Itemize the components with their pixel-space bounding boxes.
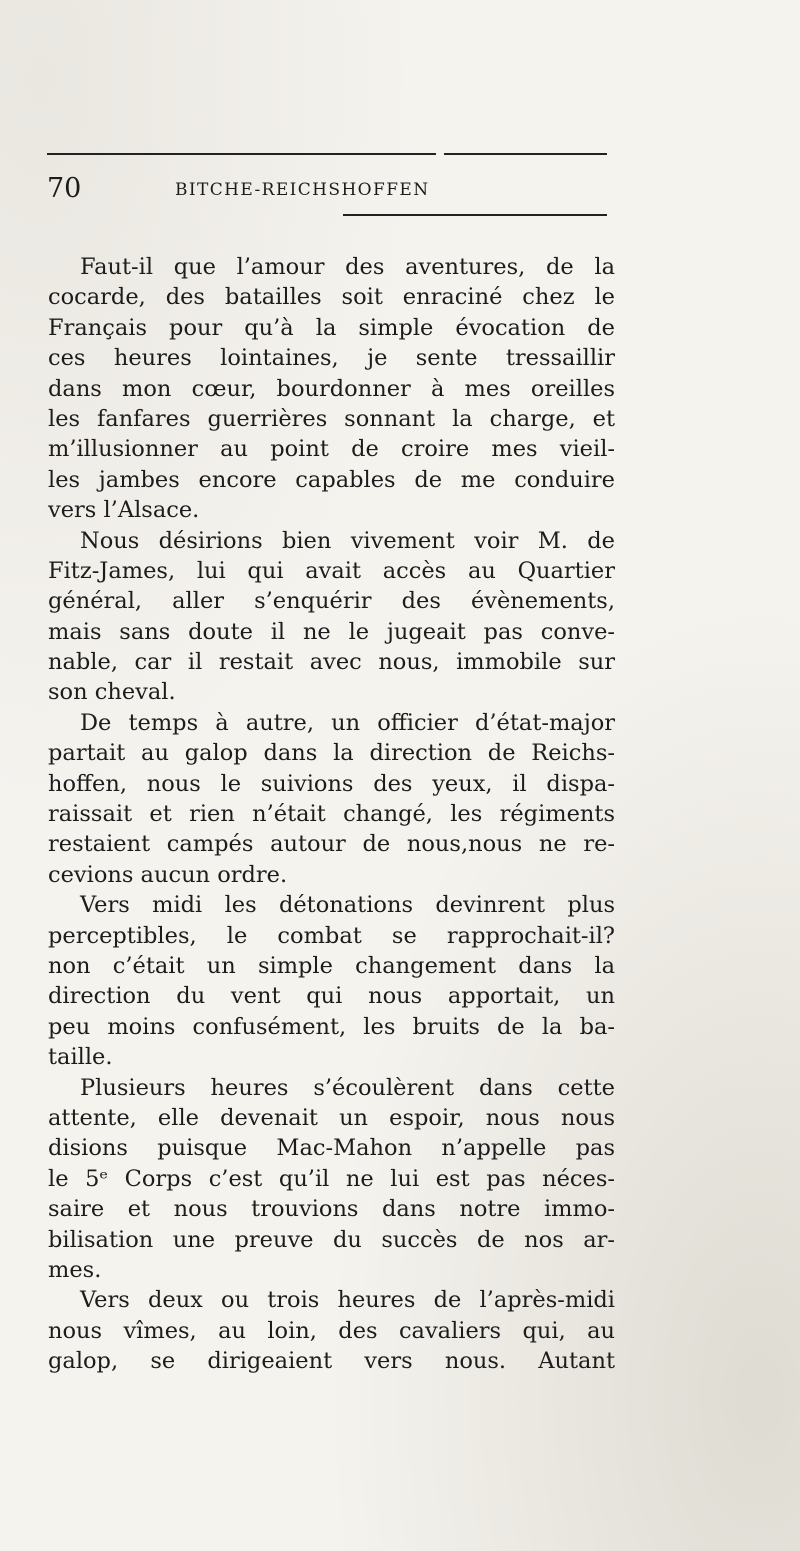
header-rule-break bbox=[436, 150, 444, 156]
text-line: les jambes encore capables de me conduire bbox=[48, 466, 615, 493]
text-line: hoffen, nous le suivions des yeux, il dispa- bbox=[48, 770, 615, 797]
text-line: nable, car il restait avec nous, immobile sur bbox=[48, 649, 615, 676]
text-line: les fanfares guerrières sonnant la charge, et bbox=[48, 405, 615, 432]
text-line: le 5ᵉ Corps c’est qu’il ne lui est pas néces- bbox=[48, 1165, 615, 1192]
text-line: Français pour qu’à la simple évocation de bbox=[48, 314, 615, 341]
text-line: taille. bbox=[48, 1044, 113, 1071]
text-line: direction du vent qui nous apportait, un bbox=[48, 983, 615, 1010]
text-line: disions puisque Mac-Mahon n’appelle pas bbox=[48, 1135, 615, 1162]
text-line: galop, se dirigeaient vers nous. Autant bbox=[48, 1348, 615, 1375]
text-line: raissait et rien n’était changé, les régiments bbox=[48, 801, 615, 828]
text-line: non c’était un simple changement dans la bbox=[48, 952, 615, 979]
text-line: m’illusionner au point de croire mes vieil- bbox=[48, 436, 615, 463]
text-line: perceptibles, le combat se rapprochait-il? bbox=[48, 922, 615, 949]
text-line: saire et nous trouvions dans notre immo- bbox=[48, 1196, 615, 1223]
text-line: Vers midi les détonations devinrent plus bbox=[80, 892, 615, 919]
text-line: général, aller s’enquérir des évènements, bbox=[48, 588, 615, 615]
text-line: Faut-il que l’amour des aventures, de la bbox=[80, 254, 615, 280]
header-top-rule bbox=[47, 153, 607, 155]
text-line: cevions aucun ordre. bbox=[48, 861, 288, 888]
running-head: BITCHE-REICHSHOFFEN bbox=[175, 180, 430, 200]
text-line: cocarde, des batailles soit enraciné chez le bbox=[48, 284, 615, 311]
text-line: son cheval. bbox=[48, 679, 176, 706]
text-line: restaient campés autour de nous,nous ne re- bbox=[48, 831, 615, 858]
text-line: Plusieurs heures s’écoulèrent dans cette bbox=[80, 1074, 615, 1101]
text-line: partait au galop dans la direction de Reichs- bbox=[48, 740, 615, 767]
text-line: bilisation une preuve du succès de nos ar- bbox=[48, 1226, 615, 1253]
text-line: nous vîmes, au loin, des cavaliers qui, au bbox=[48, 1317, 615, 1344]
text-line: ces heures lointaines, je sente tressaillir bbox=[48, 345, 615, 372]
body-text bbox=[48, 252, 615, 1376]
text-line: Vers deux ou trois heures de l’après-midi bbox=[80, 1287, 615, 1314]
text-line: vers l’Alsace. bbox=[48, 497, 200, 524]
text-line: peu moins confusément, les bruits de la ba- bbox=[48, 1013, 615, 1040]
text-line: Fitz-James, lui qui avait accès au Quartier bbox=[48, 557, 615, 584]
page-header bbox=[47, 172, 607, 206]
text-line: dans mon cœur, bourdonner à mes oreilles bbox=[48, 375, 615, 402]
text-line: De temps à autre, un officier d’état-major bbox=[80, 709, 615, 736]
text-line: Nous désirions bien vivement voir M. de bbox=[80, 527, 615, 554]
text-line: mais sans doute il ne le jugeait pas conve- bbox=[48, 618, 615, 645]
page-number: 70 bbox=[47, 173, 82, 204]
text-line: attente, elle devenait un espoir, nous nous bbox=[48, 1104, 615, 1131]
header-bottom-rule bbox=[343, 214, 607, 216]
text-line: mes. bbox=[48, 1256, 102, 1283]
